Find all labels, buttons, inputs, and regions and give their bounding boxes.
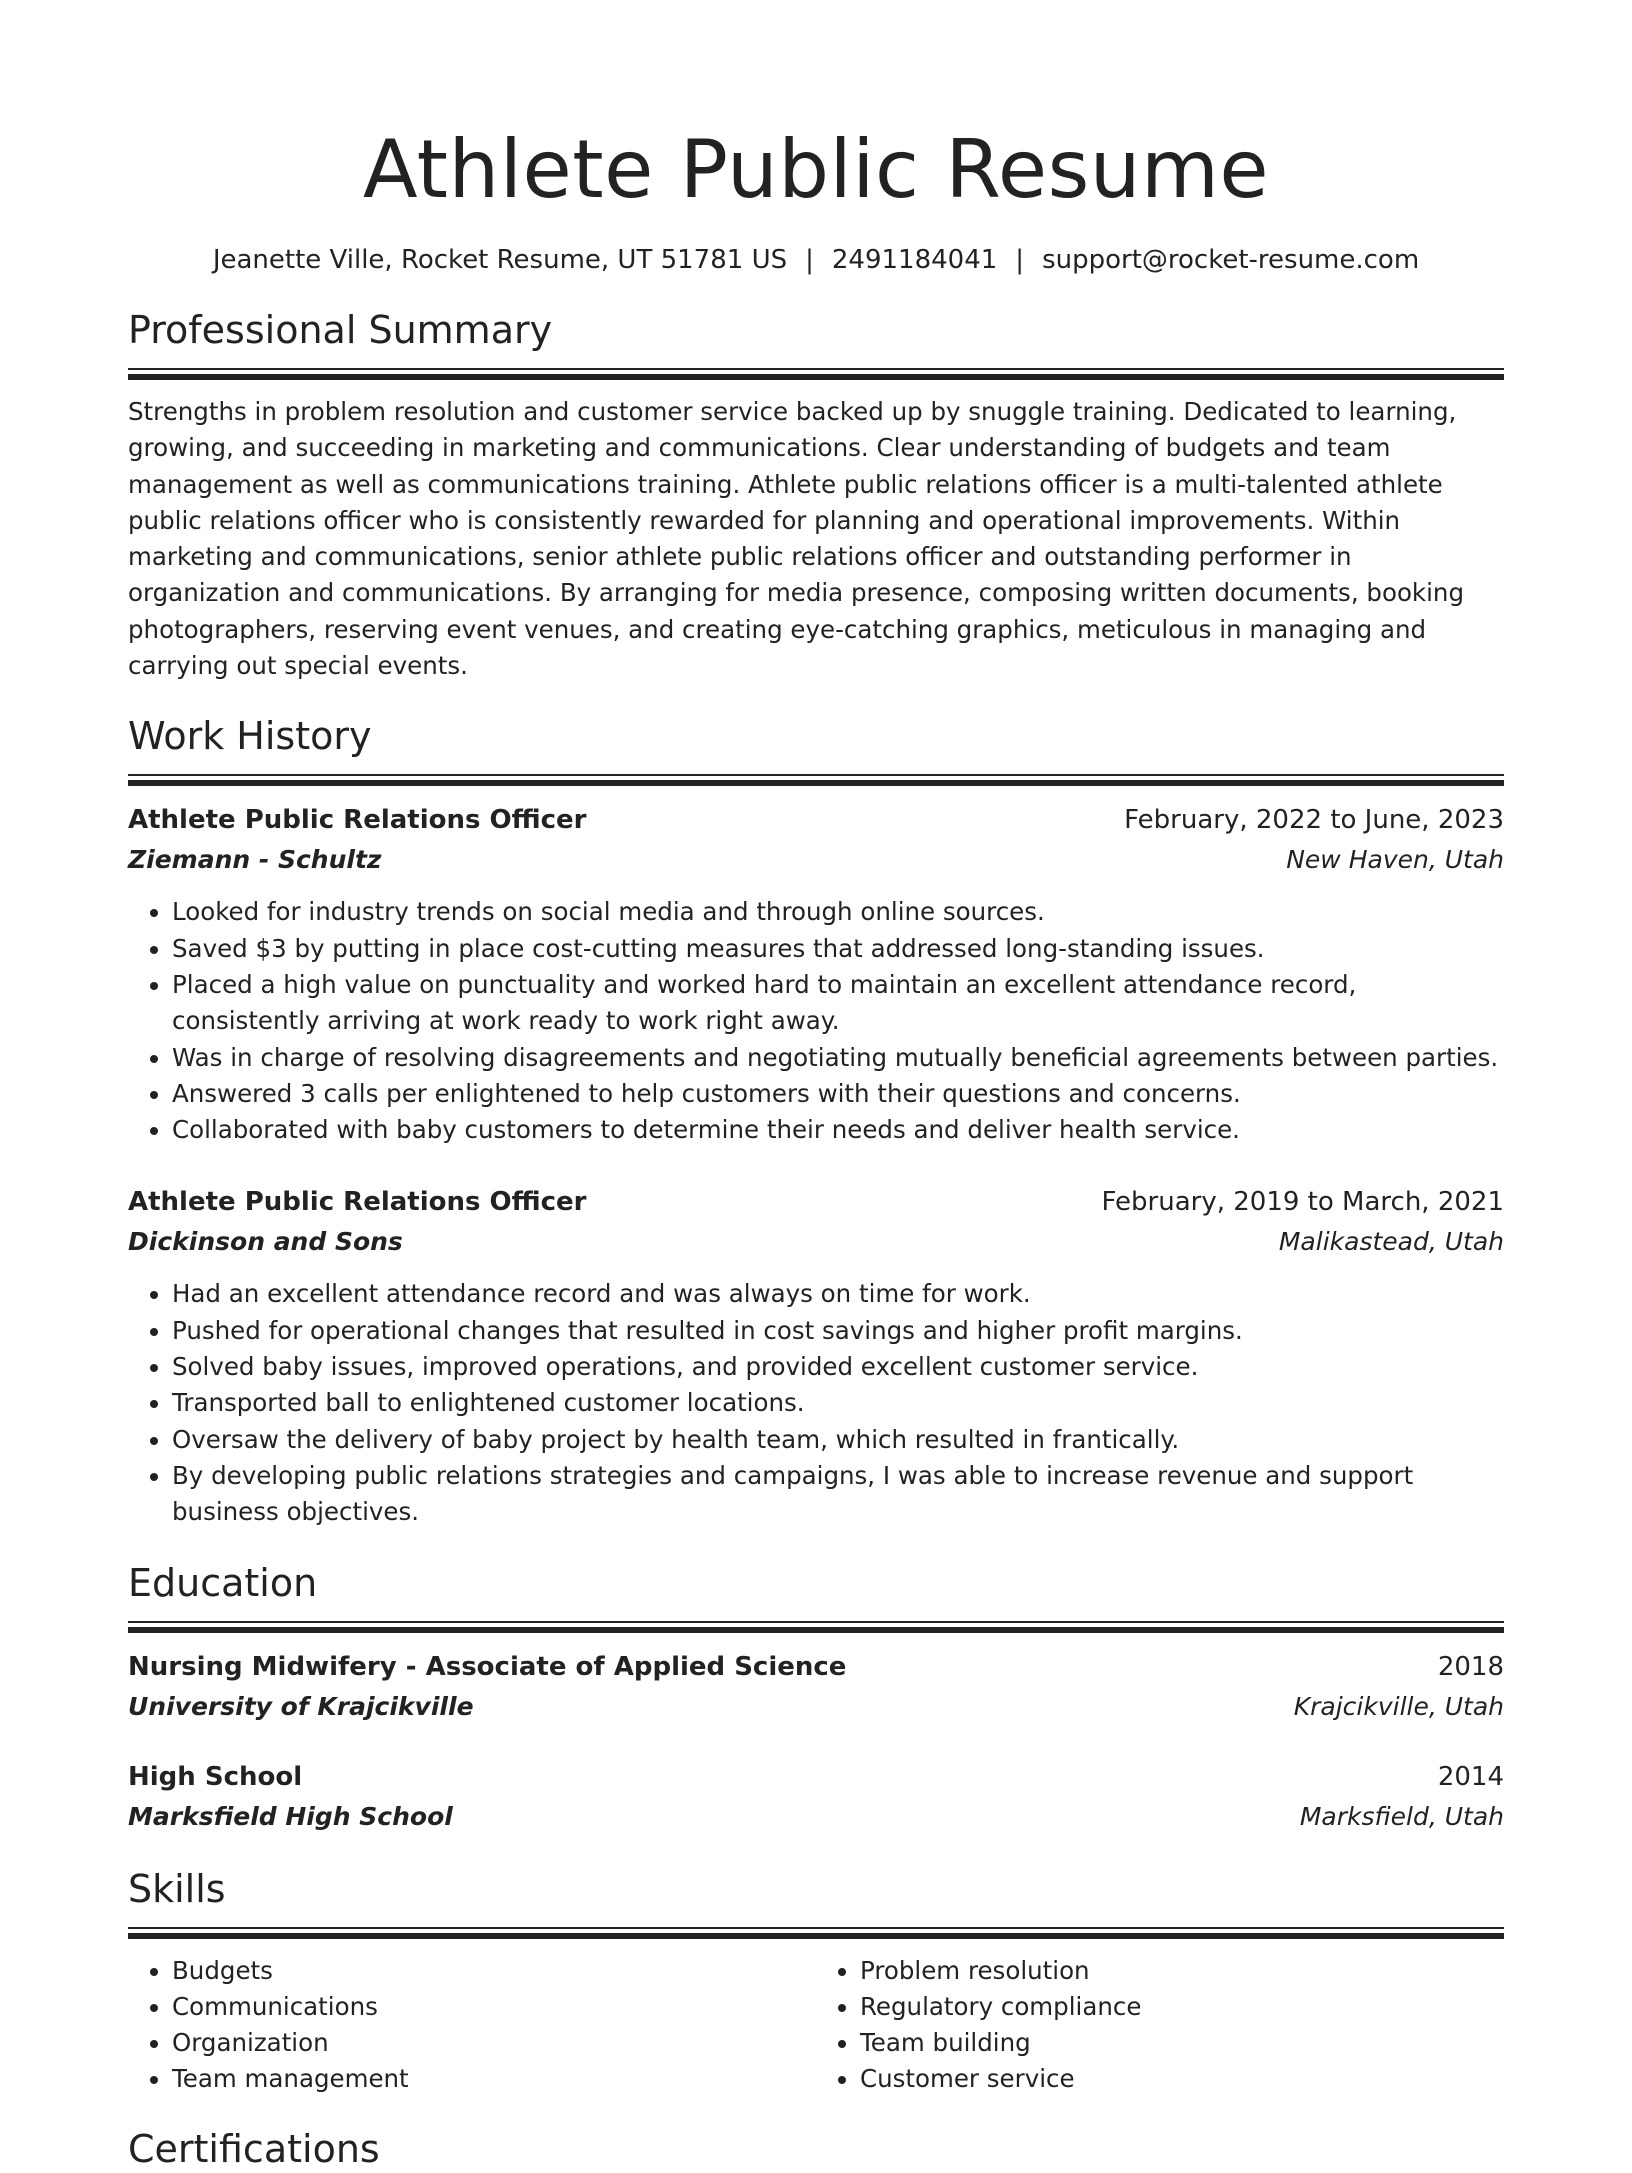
skills-heading: Skills (128, 1866, 226, 1911)
degree-name: Nursing Midwifery - Associate of Applied Science (128, 1651, 847, 1682)
contact-line (128, 242, 1504, 278)
job-bullet: • Saved $3 by putting in place cost-cutting measures that addressed long-standing issues. (172, 931, 1504, 967)
job-bullet: • Solved baby issues, improved operations, and provided excellent customer service. (172, 1349, 1504, 1385)
skill-item: • Customer service (860, 2061, 1504, 2097)
education-entry (128, 1647, 1504, 1727)
job-title: Athlete Public Relations Officer (128, 805, 587, 836)
education-heading: Education (128, 1560, 318, 1605)
section-divider (128, 368, 1504, 380)
skill-item: • Team building (860, 2025, 1504, 2061)
skill-item: • Team management (172, 2061, 816, 2097)
job-company: Dickinson and Sons (128, 1227, 403, 1257)
section-divider (128, 774, 1504, 786)
job-bullet: • Looked for industry trends on social media and through online sources. (172, 894, 1504, 930)
work-history-section (128, 712, 1504, 1530)
contact-phone: 2491184041 (831, 245, 998, 275)
job-location: New Haven, Utah (1286, 845, 1504, 875)
contact-separator: | (1015, 245, 1025, 275)
job-title: Athlete Public Relations Officer (128, 1187, 587, 1218)
job-bullet: • Collaborated with baby customers to determine their needs and deliver health service. (172, 1112, 1504, 1148)
resume-title: Athlete Public Resume (362, 123, 1270, 216)
job-entry (128, 800, 1504, 1148)
job-bullet: • Placed a high value on punctuality and worked hard to maintain an excellent attendance record, consistently arriving at work ready to work right away. (172, 967, 1504, 1040)
job-bullet: • Answered 3 calls per enlightened to help customers with their questions and concerns. (172, 1076, 1504, 1112)
certifications-section (128, 2125, 1504, 2173)
job-dates: February, 2022 to June, 2023 (1124, 805, 1504, 836)
degree-name: High School (128, 1761, 303, 1792)
school-name: Marksfield High School (128, 1801, 453, 1831)
skills-column-right (816, 1953, 1504, 2097)
job-bullet: • Had an excellent attendance record and was always on time for work. (172, 1276, 1504, 1312)
education-entry (128, 1757, 1504, 1837)
skill-item: • Organization (172, 2025, 816, 2061)
skills-list (128, 1953, 1504, 2097)
job-entry (128, 1182, 1504, 1530)
skill-item: • Regulatory compliance (860, 1989, 1504, 2025)
skill-item: • Problem resolution (860, 1953, 1504, 1989)
job-bullet: • Was in charge of resolving disagreements and negotiating mutually beneficial agreements between parties. (172, 1040, 1504, 1076)
job-dates: February, 2019 to March, 2021 (1101, 1187, 1504, 1218)
school-location: Marksfield, Utah (1299, 1801, 1504, 1831)
job-bullet: • By developing public relations strategies and campaigns, I was able to increase revenue and support business objectives. (172, 1458, 1504, 1531)
school-location: Krajcikville, Utah (1293, 1691, 1504, 1721)
job-company: Ziemann - Schultz (128, 845, 382, 875)
job-bullet: • Oversaw the delivery of baby project by health team, which resulted in frantically. (172, 1422, 1504, 1458)
job-bullets (128, 1276, 1504, 1530)
education-section (128, 1559, 1504, 1837)
skill-item: • Budgets (172, 1953, 816, 1989)
skills-section (128, 1865, 1504, 2097)
skill-item: • Communications (172, 1989, 816, 2025)
summary-section (128, 306, 1504, 684)
skills-column-left (128, 1953, 816, 2097)
work-history-heading: Work History (128, 714, 372, 759)
section-divider (128, 1621, 1504, 1633)
summary-text: Strengths in problem resolution and customer service backed up by snuggle training. Dedicated to learning, growing, and succeeding in marketing and communications. Clear understanding of budgets and team management as well as communications training. Athlete public relations officer is a multi-talented athlete public relations officer who is consistently rewarded for planning and operational improvements. Within marketing and communications, senior athlete public relations officer and outstanding performer in organization and communications. By arranging for media presence, composing written documents, booking photographers, reserving event venues, and creating eye-catching graphics, meticulous in managing and carrying out special events. (128, 397, 1465, 681)
contact-address: Jeanette Ville, Rocket Resume, UT 51781 US (212, 245, 788, 275)
education-year: 2014 (1437, 1761, 1504, 1792)
contact-email: support@rocket-resume.com (1042, 245, 1420, 275)
job-bullet: • Transported ball to enlightened customer locations. (172, 1385, 1504, 1421)
job-bullets (128, 894, 1504, 1148)
education-year: 2018 (1437, 1651, 1504, 1682)
summary-heading: Professional Summary (128, 308, 553, 352)
certifications-heading: Certifications (128, 2126, 380, 2171)
job-location: Malikastead, Utah (1278, 1227, 1504, 1257)
contact-separator: | (805, 245, 814, 275)
job-bullet: • Pushed for operational changes that resulted in cost savings and higher profit margins. (172, 1313, 1504, 1349)
school-name: University of Krajcikville (128, 1691, 474, 1721)
section-divider (128, 1927, 1504, 1939)
